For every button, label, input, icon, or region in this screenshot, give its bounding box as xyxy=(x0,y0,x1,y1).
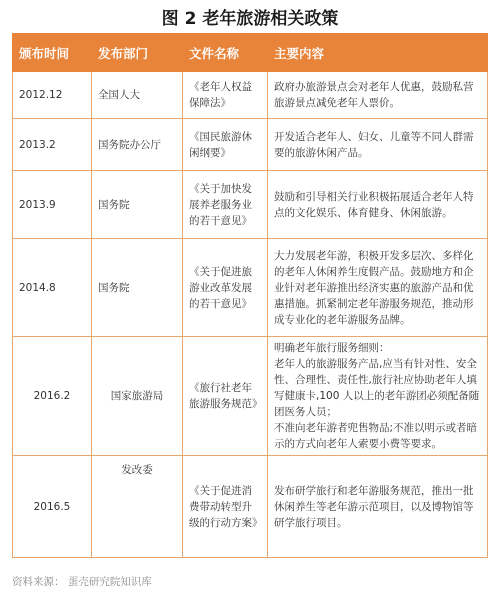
cell-dept: 国务院办公厅 xyxy=(92,119,183,171)
table-row xyxy=(13,337,488,456)
table-row xyxy=(13,171,488,239)
cell-dept: 国务院 xyxy=(92,171,183,239)
cell-dept: 发改委 xyxy=(92,456,183,558)
table-row xyxy=(13,119,488,171)
source-note: 资料来源： 蛋壳研究院知识库 xyxy=(12,576,152,588)
cell-doc: 《关于加快发展养老服务业的若干意见》 xyxy=(183,171,268,239)
cell-content: 大力发展老年游，积极开发多层次、多样化的老年人休闲养生度假产品。鼓励地方和企业针对老年游推出经济实惠的旅游产品和优惠措施。抓紧制定老年游服务规范，推动形成专业化的老年游服务品牌。 xyxy=(268,239,488,337)
cell-content: 发布研学旅行和老年游服务规范，推出一批休闲养生等老年游示范项目，以及博物馆等研学旅行项目。 xyxy=(268,456,488,558)
col-header-dept: 发布部门 xyxy=(92,34,183,72)
cell-doc: 《老年人权益保障法》 xyxy=(183,72,268,119)
cell-content: 明确老年旅行服务细则： 老年人的旅游服务产品,应当有针对性、安全性、合理性、责任性,旅行社应协助老年人填写健康卡,100 人以上的老年游团必须配备随团医务人员； 不准向老年游者兜售物品;不准以明示或者暗示的方式向老年人索要小费等要求。 xyxy=(268,337,488,456)
col-header-doc: 文件名称 xyxy=(183,34,268,72)
cell-date: 2014.8 xyxy=(13,239,92,337)
table-row xyxy=(13,239,488,337)
header-row xyxy=(13,34,488,72)
cell-content: 鼓励和引导相关行业积极拓展适合老年人特点的文化娱乐、体育健身、休闲旅游。 xyxy=(268,171,488,239)
cell-date: 2013.9 xyxy=(13,171,92,239)
cell-content: 开发适合老年人、妇女、儿童等不同人群需要的旅游休闲产品。 xyxy=(268,119,488,171)
col-header-content: 主要内容 xyxy=(268,34,488,72)
table-row xyxy=(13,72,488,119)
cell-dept: 国家旅游局 xyxy=(92,337,183,456)
col-header-date: 颁布时间 xyxy=(13,34,92,72)
cell-date: 2012.12 xyxy=(13,72,92,119)
cell-doc: 《国民旅游休闲纲要》 xyxy=(183,119,268,171)
cell-content: 政府办旅游景点会对老年人优惠，鼓励私营旅游景点减免老年人票价。 xyxy=(268,72,488,119)
cell-doc: 《关于促进旅游业改革发展的若干意见》 xyxy=(183,239,268,337)
table-row xyxy=(13,456,488,558)
policy-table xyxy=(12,33,488,558)
cell-date: 2016.2 xyxy=(13,337,92,456)
cell-dept: 国务院 xyxy=(92,239,183,337)
cell-doc: 《关于促进消费带动转型升级的行动方案》 xyxy=(183,456,268,558)
cell-date: 2013.2 xyxy=(13,119,92,171)
cell-date: 2016.5 xyxy=(13,456,92,558)
cell-doc: 《旅行社老年旅游服务规范》 xyxy=(183,337,268,456)
page-title: 图 2 老年旅游相关政策 xyxy=(161,9,339,29)
cell-dept: 全国人大 xyxy=(92,72,183,119)
